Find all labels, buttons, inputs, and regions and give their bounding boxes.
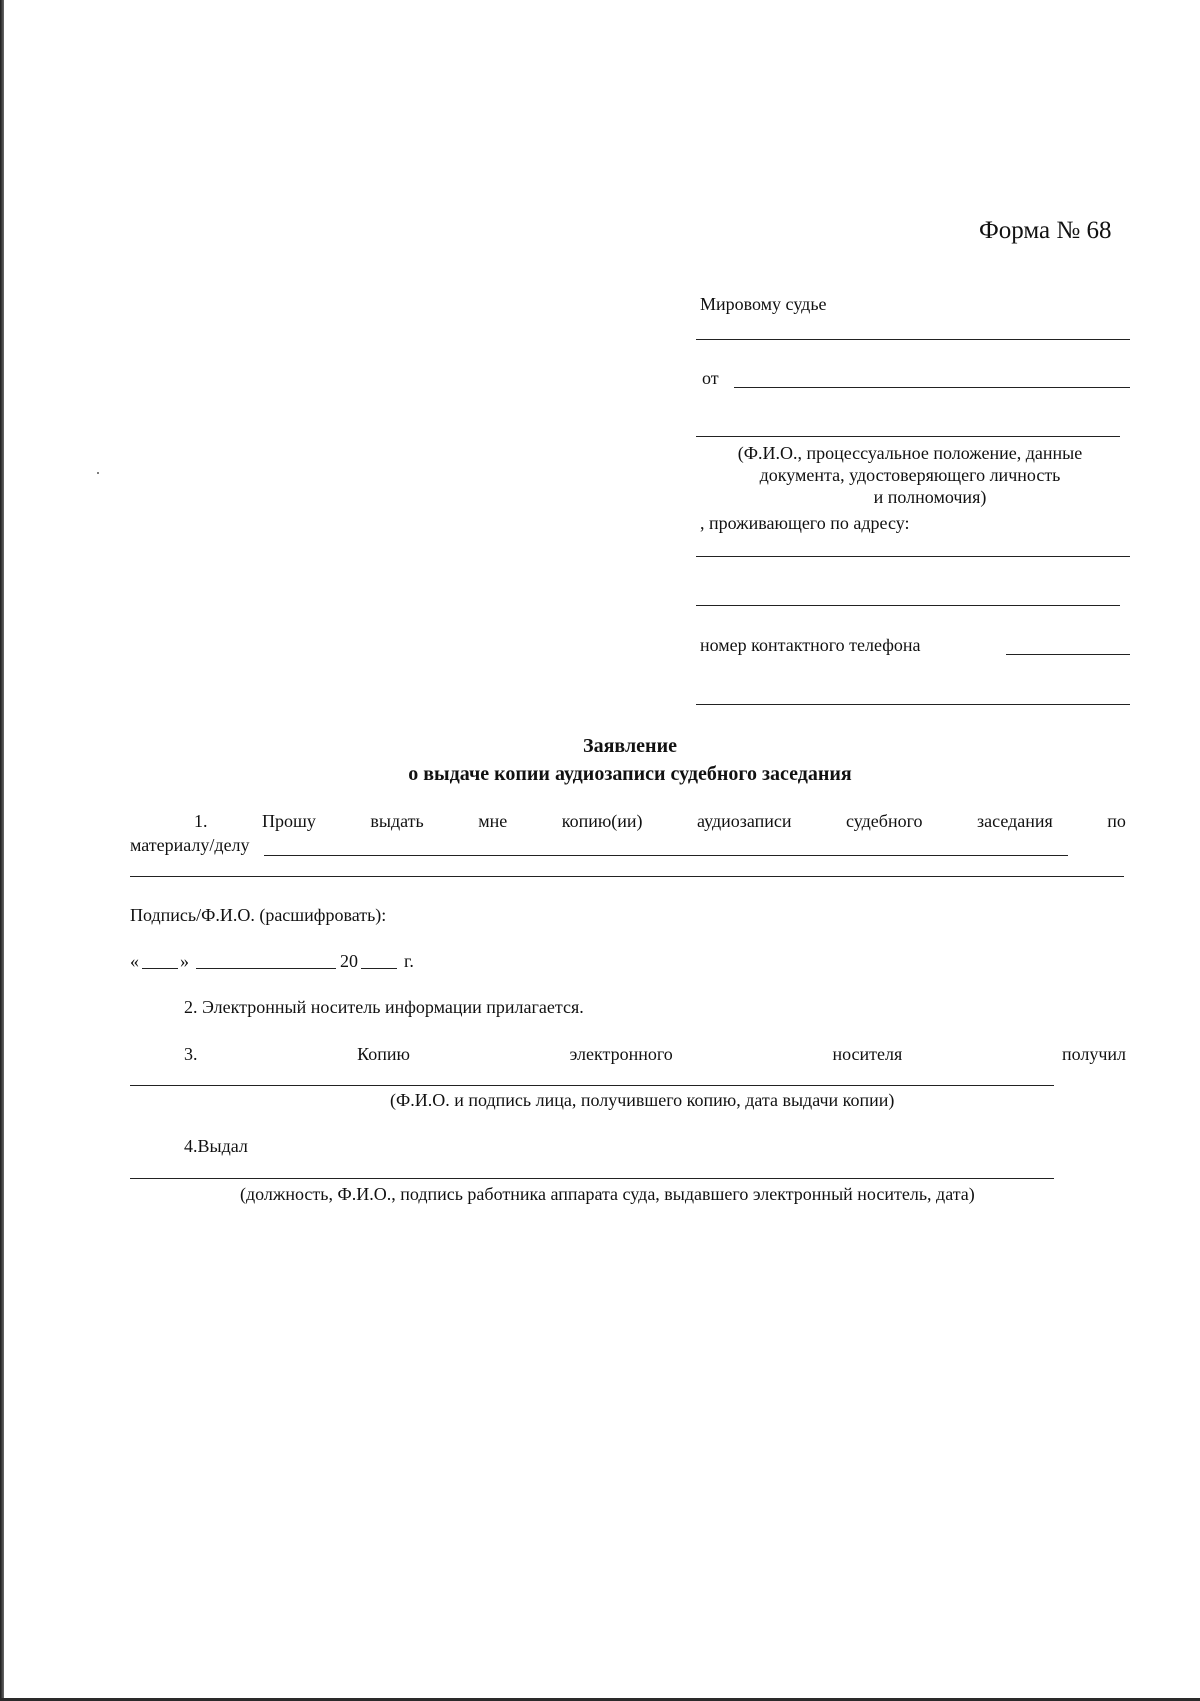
applicant-note-line2: документа, удостоверяющего личность (759, 465, 1061, 485)
phone-line-2[interactable] (696, 704, 1130, 705)
item3-word: 3. (184, 1044, 198, 1064)
case-number-line-2[interactable] (130, 876, 1124, 877)
case-number-line[interactable] (264, 855, 1068, 856)
judge-name-line[interactable] (696, 339, 1130, 340)
scan-edge (0, 0, 4, 1701)
document-title: Заявление (583, 735, 677, 757)
recipient-line[interactable] (130, 1085, 1054, 1086)
scan-speck (97, 472, 99, 474)
item1-word: заседания (977, 811, 1053, 831)
applicant-note-line3: и полномочия) (873, 487, 987, 507)
item4-issued-label: 4.Выдал (184, 1136, 248, 1156)
address-line-2[interactable] (696, 605, 1120, 606)
date-month-line[interactable] (196, 968, 336, 969)
residence-label: , проживающего по адресу: (700, 513, 910, 533)
date-year-line[interactable] (361, 968, 397, 969)
item1-request-line (194, 810, 1126, 832)
item3-word: Копию (357, 1044, 410, 1064)
item1-word: судебного (846, 811, 923, 831)
form-number: Форма № 68 (979, 217, 1112, 244)
item3-word: получил (1061, 1044, 1126, 1064)
case-label: материалу/делу (130, 835, 250, 855)
item3-word: электронного (569, 1044, 673, 1064)
recipient-note: (Ф.И.О. и подпись лица, получившего копию, дата выдачи копии) (390, 1090, 895, 1110)
applicant-note (700, 442, 1120, 508)
item1-word: Прошу (262, 811, 316, 831)
date-year-prefix: 20 (340, 951, 358, 971)
item1-word: копию(ии) (561, 811, 643, 831)
addressee-to-label: Мировому судье (700, 294, 827, 314)
issuer-line[interactable] (130, 1178, 1054, 1179)
applicant-name-line-2[interactable] (696, 436, 1120, 437)
phone-label: номер контактного телефона (700, 635, 921, 655)
item1-word: мне (478, 811, 508, 831)
date-close-quote: » (180, 951, 189, 971)
date-open-quote: « (130, 951, 139, 971)
document-subtitle: о выдаче копии аудиозаписи судебного заседания (408, 763, 852, 785)
phone-line[interactable] (1006, 654, 1130, 655)
applicant-name-line[interactable] (734, 387, 1130, 388)
date-day-line[interactable] (142, 968, 178, 969)
item1-word: 1. (194, 811, 208, 831)
item1-word: по (1107, 811, 1126, 831)
item2-attachment: 2. Электронный носитель информации прилагается. (184, 997, 584, 1017)
addressee-from-label: от (702, 368, 719, 388)
date-year-suffix: г. (404, 951, 414, 971)
item3-word: носителя (832, 1044, 903, 1064)
item1-word: выдать (370, 811, 424, 831)
signature-label: Подпись/Ф.И.О. (расшифровать): (130, 905, 387, 925)
issuer-note: (должность, Ф.И.О., подпись работника аппарата суда, выдавшего электронный носитель, дата) (240, 1184, 975, 1204)
address-line-1[interactable] (696, 556, 1130, 557)
item1-word: аудиозаписи (697, 811, 792, 831)
applicant-note-line1: (Ф.И.О., процессуальное положение, данные (737, 443, 1083, 463)
item3-receipt-line (184, 1043, 1126, 1065)
